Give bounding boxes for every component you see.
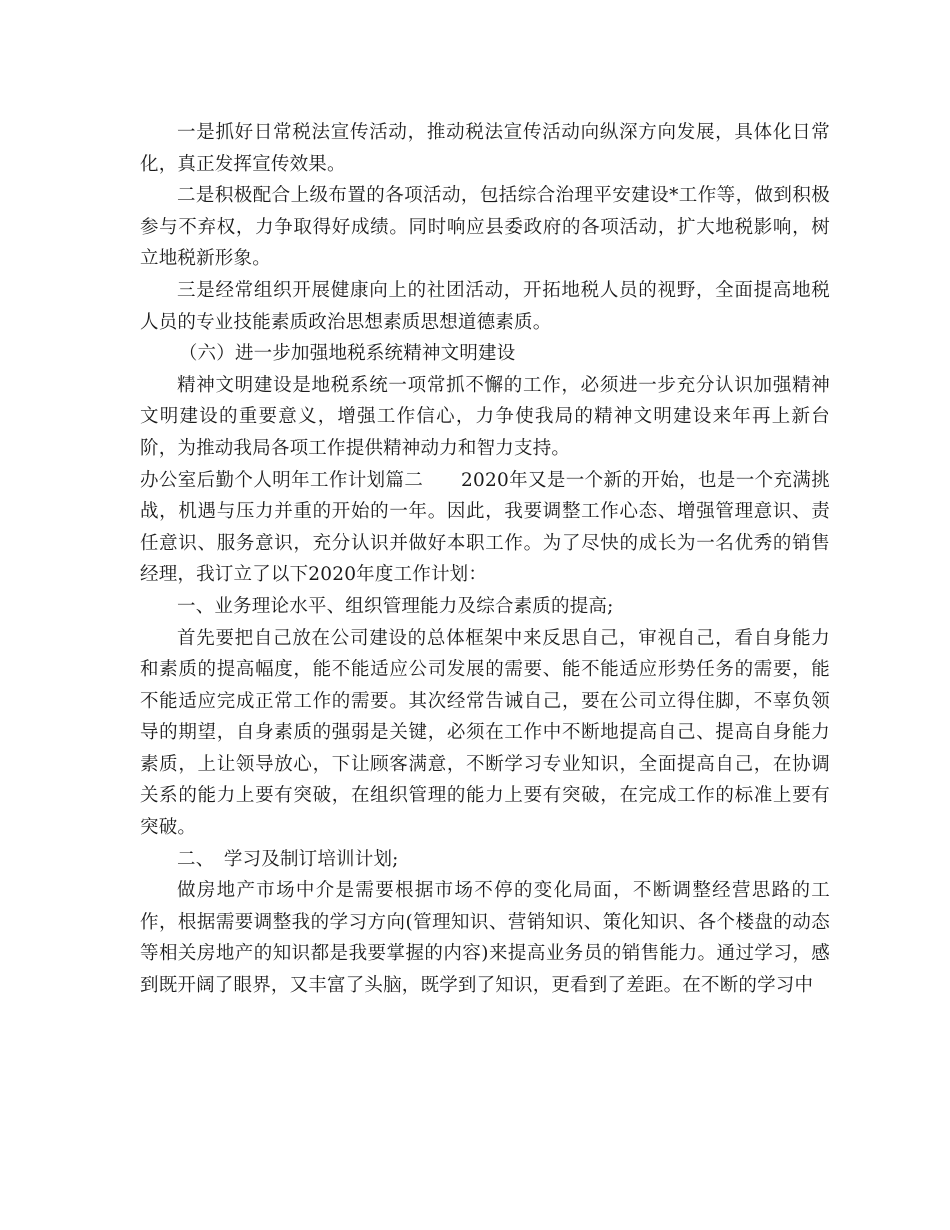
paragraph-plan-part-two-intro: 办公室后勤个人明年工作计划篇二 2020年又是一个新的开始，也是一个充满挑战，机遇与压力并重的开始的一年。因此，我要调整工作心态、增强管理意识、责任意识、服务意识，充分认识并做好本职工作。为了尽快的成长为一名优秀的销售经理，我订立了以下2020年度工作计划： (140, 469, 830, 586)
section-heading-training-plan: 二、 学习及制订培训计划; (177, 848, 399, 870)
paragraph-spiritual-civilization: 精神文明建设是地税系统一项常抓不懈的工作，必须进一步充分认识加强精神文明建设的重要意义，增强工作信心，力争使我局的精神文明建设来年再上新台阶，为推动我局各项工作提供精神动力和智力支持。 (140, 374, 830, 459)
paragraph-self-reflection: 首先要把自己放在公司建设的总体框架中来反思自己，审视自己，看自身能力和素质的提高幅度，能不能适应公司发展的需要、能不能适应形势任务的需要，能不能适应完成正常工作的需要。其次经常告诫自己，要在公司立得住脚，不辜负领导的期望，自身素质的强弱是关键，必须在工作中不断地提高自己、提高自身能力素质，上让领导放心，下让顾客满意，不断学习专业知识，全面提高自己，在协调关系的能力上要有突破，在组织管理的能力上要有突破，在完成工作的标准上要有突破。 (140, 627, 830, 839)
document-body (140, 117, 830, 1002)
paragraph-club-activities: 三是经常组织开展健康向上的社团活动，开拓地税人员的视野，全面提高地税人员的专业技能素质政治思想素质思想道德素质。 (140, 279, 830, 333)
section-heading-spiritual-civilization: （六）进一步加强地税系统精神文明建设 (178, 343, 516, 365)
paragraph-real-estate-learning: 做房地产市场中介是需要根据市场不停的变化局面，不断调整经营思路的工作，根据需要调整我的学习方向(管理知识、营销知识、策化知识、各个楼盘的动态等相关房地产的知识都是我要掌握的内容)来提高业务员的销售能力。通过学习，感到既开阔了眼界，又丰富了头脑，既学到了知识，更看到了差距。在不断的学习中 (140, 880, 830, 997)
paragraph-tax-publicity: 一是抓好日常税法宣传活动，推动税法宣传活动向纵深方向发展，具体化日常化，真正发挥宣传效果。 (140, 122, 830, 175)
section-heading-business-theory: 一、业务理论水平、组织管理能力及综合素质的提高; (177, 595, 614, 617)
paragraph-cooperation-activities: 二是积极配合上级布置的各项活动，包括综合治理平安建设*工作等，做到积极参与不弃权，力争取得好成绩。同时响应县委政府的各项活动，扩大地税影响，树立地税新形象。 (140, 185, 830, 270)
